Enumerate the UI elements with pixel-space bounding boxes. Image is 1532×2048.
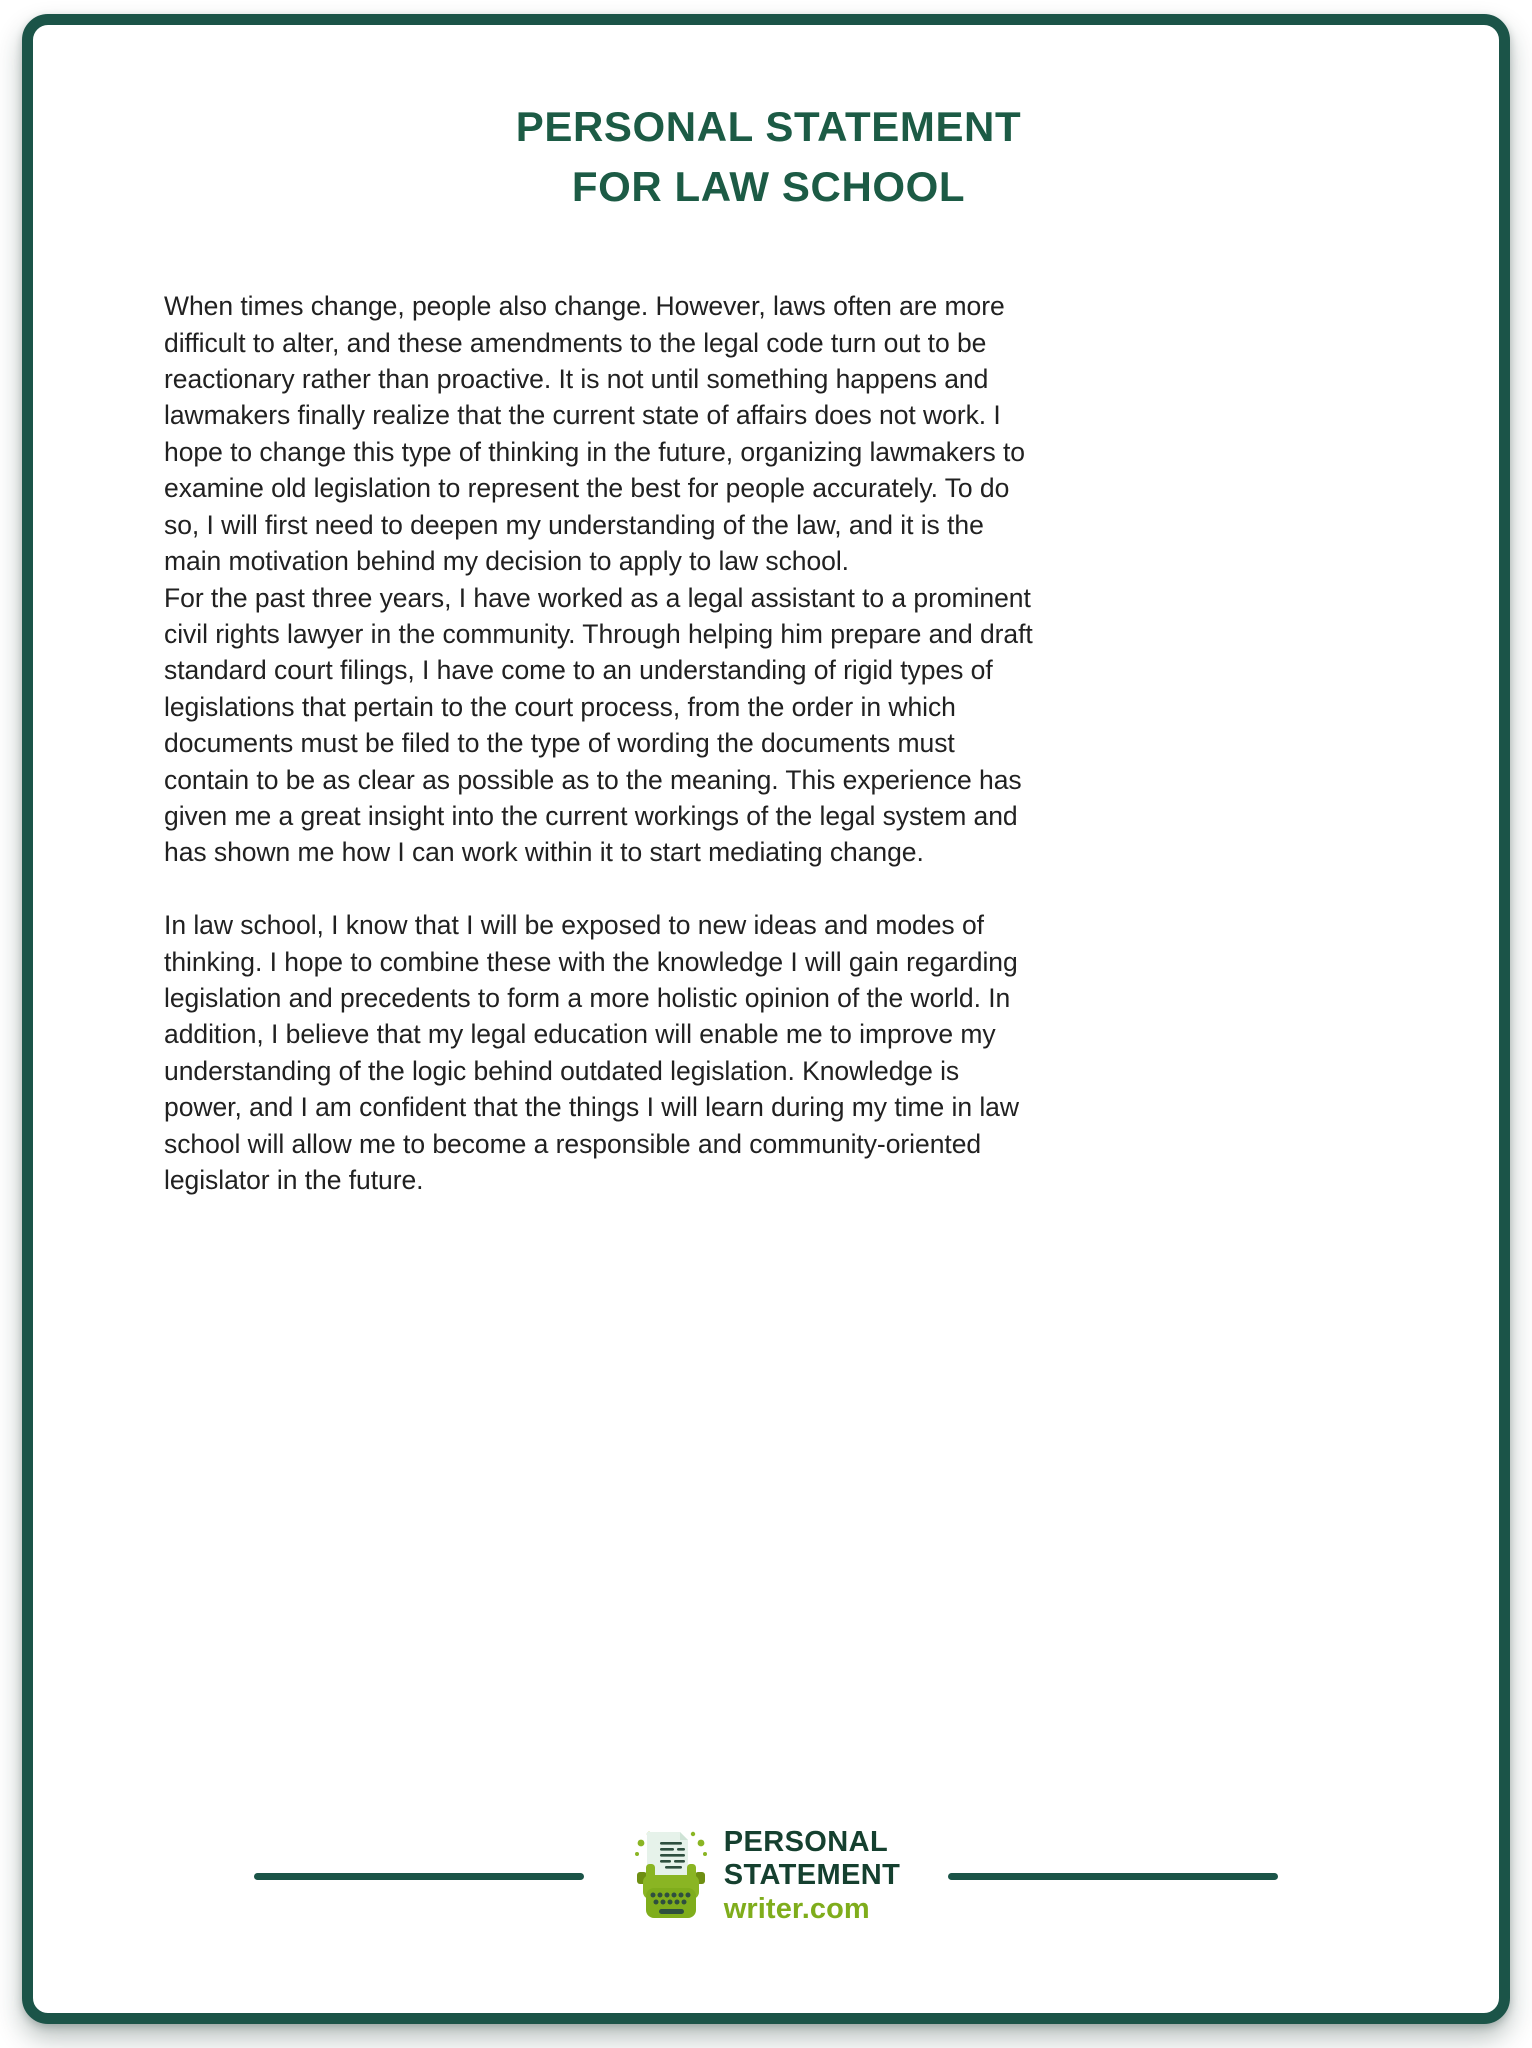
brand-logo-line-2: STATEMENT xyxy=(723,1859,901,1891)
footer xyxy=(33,1811,1499,1941)
brand-logo-text xyxy=(724,1826,901,1926)
footer-divider-right xyxy=(948,1873,1278,1880)
essay-paragraph-3: In law school, I know that I will be exposed to new ideas and modes of thinking. I hope to combine these with the knowledge I will gain regarding legislation and precedents to form a more holistic opinion of the world. In addition, I believe that my legal education will enable me to improve my understanding of the logic behind outdated legislation. Knowledge is power, and I am confident that the things I will learn during my time in law school will allow me to become a responsible and community-oriented legislator in the future. xyxy=(164,910,1019,1195)
typewriter-icon xyxy=(632,1830,710,1922)
document-content xyxy=(33,25,1499,2013)
brand-logo-line-3: writer.com xyxy=(723,1893,870,1925)
brand-logo-line-1: PERSONAL xyxy=(723,1826,889,1858)
page-title-line-1: PERSONAL STATEMENT xyxy=(515,103,1022,150)
essay-body xyxy=(164,288,1039,1198)
footer-divider-left xyxy=(254,1873,584,1880)
brand-logo xyxy=(632,1826,901,1926)
page-title xyxy=(164,97,1379,216)
essay-paragraph-1: When times change, people also change. However, laws often are more difficult to alter, and these amendments to the legal code turn out to be reactionary rather than proactive. It is not until something happens and lawmakers finally realize that the current state of affairs does not work. I hope to change this type of thinking in the future, organizing lawmakers to examine old legislation to represent the best for people accurately. To do so, I will first need to deepen my understanding of the law, and it is the main motivation behind my decision to apply to law school. xyxy=(164,291,1025,577)
essay-paragraph-2: For the past three years, I have worked as a legal assistant to a prominent civil rights lawyer in the community. Through helping him prepare and draft standard court filings, I have come to an understanding of rigid types of legislations that pertain to the court process, from the order in which documents must be filed to the type of wording the documents must contain to be as clear as possible as to the meaning. This experience has given me a great insight into the current workings of the legal system and has shown me how I can work within it to start mediating change. xyxy=(164,582,1033,868)
document-frame xyxy=(22,14,1510,2024)
page-title-line-2: FOR LAW SCHOOL xyxy=(571,162,966,210)
